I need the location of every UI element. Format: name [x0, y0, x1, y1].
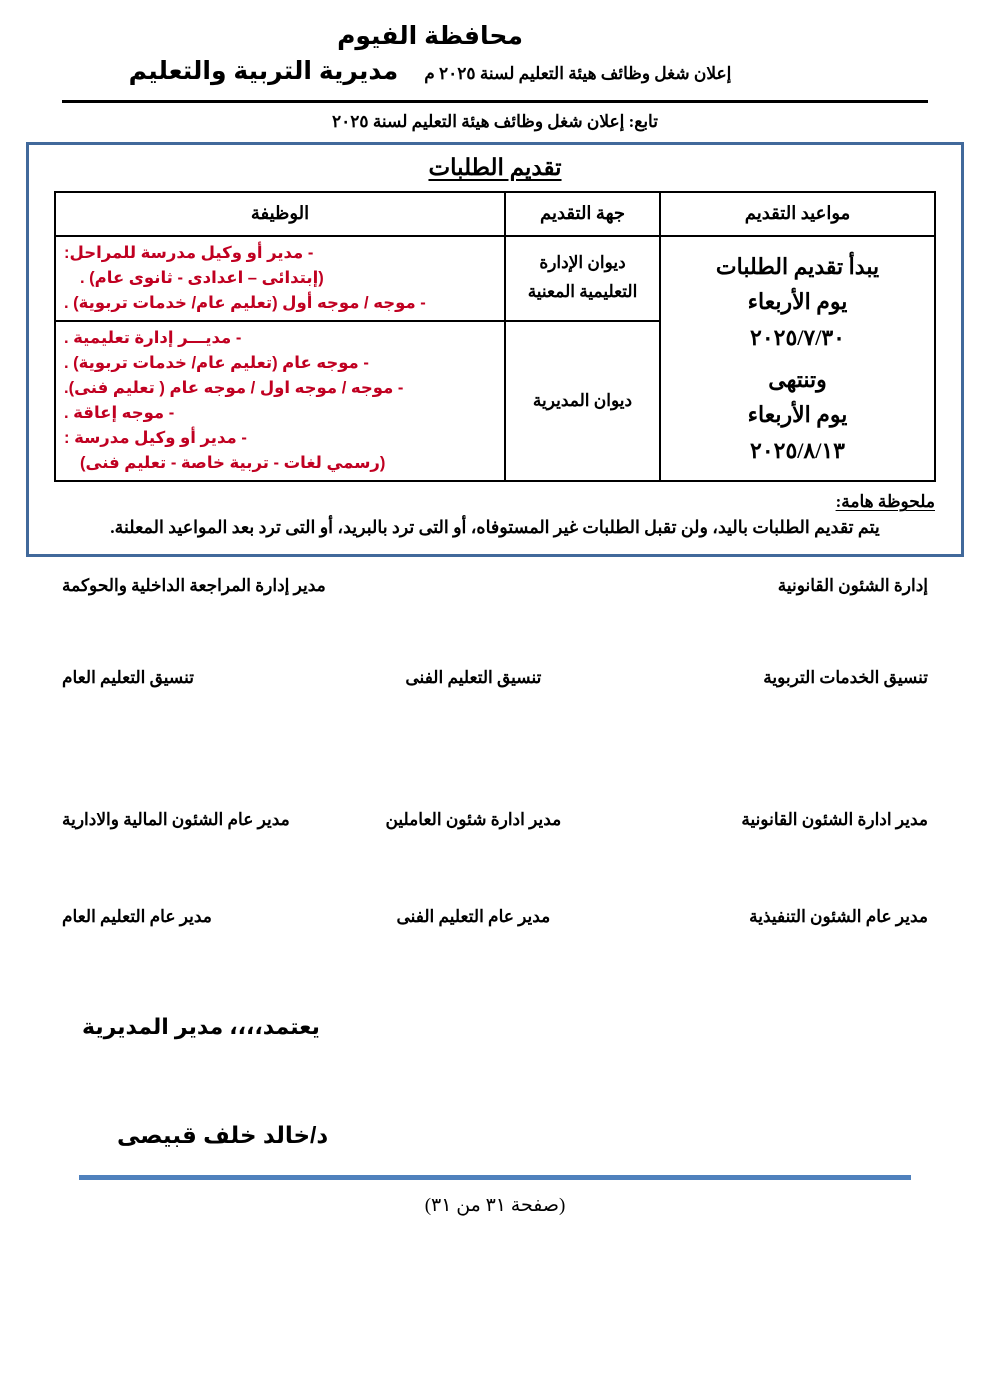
approval-section: [0, 1014, 990, 1149]
signature-row: [62, 906, 928, 928]
signature-row: [62, 667, 928, 689]
signature-left: مدير عام الشئون المالية والادارية: [62, 809, 290, 829]
directorate-title: مديرية التربية والتعليم: [128, 56, 399, 85]
signature-right: مدير عام الشئون التنفيذية: [749, 906, 928, 926]
job-line: - مدير أو وكيل مدرسة للمراحل:: [64, 243, 314, 262]
signature-row: [62, 809, 928, 831]
signature-row: [62, 575, 928, 597]
dates-line: يبدأ تقديم الطلبات: [715, 253, 880, 279]
jobs-table: [54, 191, 936, 483]
dates-line: ٢٠٢٥/٨/١٣: [750, 437, 845, 463]
place-line: التعليمية المعنية: [527, 282, 638, 302]
column-header-job: الوظيفة: [55, 192, 505, 236]
important-note: [55, 492, 935, 541]
signature-right: تنسيق الخدمات التربوية: [763, 667, 928, 687]
directorate-row: [62, 57, 798, 86]
dates-line: ٢٠٢٥/٧/٣٠: [750, 324, 845, 350]
signature-mid: تنسيق التعليم الفنى: [405, 667, 542, 687]
page-number: (صفحة ٣١ من ٣١): [424, 1194, 566, 1216]
signature-left: مدير عام التعليم العام: [62, 906, 212, 926]
signature-left: مدير إدارة المراجعة الداخلية والحوكمة: [62, 575, 326, 595]
dates-line: يوم الأربعاء: [747, 289, 848, 315]
signature-right: إدارة الشئون القانونية: [777, 575, 928, 595]
box-title: تقديم الطلبات: [428, 154, 562, 180]
dates-cell: [660, 236, 935, 482]
place-cell: [505, 321, 660, 481]
announcement-subtitle: إعلان شغل وظائف هيئة التعليم لسنة ٢٠٢٥ م: [424, 63, 732, 83]
column-header-place: جهة التقديم: [505, 192, 660, 236]
dates-line: وتنتهى: [768, 366, 827, 392]
job-line: - مديـــر إدارة تعليمية .: [64, 328, 242, 347]
signature-mid: مدير عام التعليم الفنى: [396, 906, 551, 926]
signature-left: تنسيق التعليم العام: [62, 667, 194, 687]
job-line: - موجه عام (تعليم عام/ خدمات تربوية) .: [64, 354, 369, 373]
column-header-dates: مواعيد التقديم: [660, 192, 935, 236]
approval-signer-name: د/خالد خلف قبيصى: [117, 1121, 329, 1148]
job-cell: [55, 321, 505, 481]
applications-box: [26, 142, 964, 557]
table-row: [55, 236, 935, 321]
job-line: - موجه / موجه اول / موجه عام ( تعليم فنى).: [64, 379, 404, 398]
signature-spacer: [62, 689, 928, 809]
job-line: (إبتدائى – اعدادى - ثانوى عام) .: [80, 268, 324, 287]
note-label: ملحوظة هامة:: [835, 492, 935, 512]
governorate-title: محافظة الفيوم: [337, 22, 523, 50]
table-header-row: [55, 192, 935, 236]
place-line: ديوان المديرية: [532, 390, 633, 410]
footer-divider: [79, 1175, 911, 1180]
header-title-block: [62, 22, 798, 86]
job-line: - موجه / موجه أول (تعليم عام/ خدمات تربوية) .: [64, 293, 426, 312]
approval-line: يعتمد،،،، مدير المديرية: [82, 1013, 320, 1039]
signature-spacer: [62, 597, 928, 667]
dates-line: يوم الأربعاء: [747, 402, 848, 428]
job-line: - موجه إعاقة .: [64, 404, 175, 423]
signature-right: مدير ادارة الشئون القانونية: [741, 809, 928, 829]
signature-mid: مدير ادارة شئون العاملين: [385, 809, 562, 829]
job-line: (رسمي لغات - تربية خاصة - تعليم فنى): [80, 454, 386, 473]
document-header: [0, 0, 990, 142]
job-line: - مدير أو وكيل مدرسة :: [64, 429, 247, 448]
signature-section: [0, 575, 990, 928]
place-line: ديوان الإدارة: [539, 253, 626, 273]
job-cell: [55, 236, 505, 321]
place-cell: [505, 236, 660, 321]
note-body: يتم تقديم الطلبات باليد، ولن تقبل الطلبات غير المستوفاه، أو التى ترد بالبريد، أو التى ترد بعد المواعيد المعلنة.: [110, 517, 880, 538]
continued-subtitle: تابع: إعلان شغل وظائف هيئة التعليم لسنة ٢٠٢٥: [332, 111, 658, 131]
signature-spacer: [62, 831, 928, 906]
